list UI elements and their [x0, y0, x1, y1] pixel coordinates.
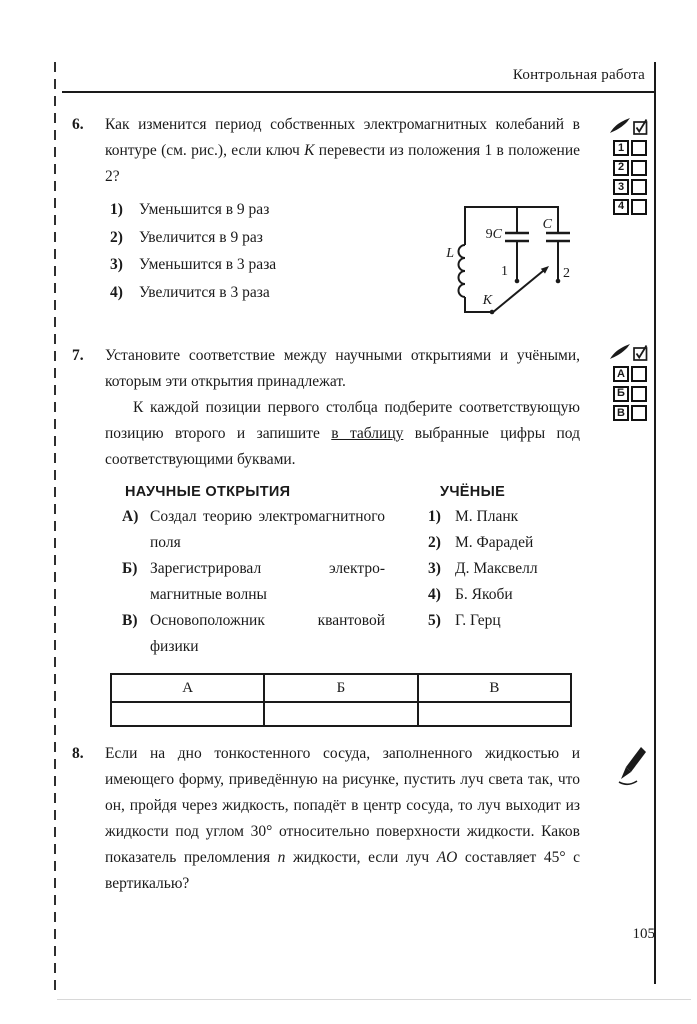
answer-row-v	[613, 405, 657, 421]
header-rule	[62, 91, 656, 93]
capacitor-9c-coef: 9	[485, 227, 493, 242]
discovery-item-a	[122, 504, 385, 556]
scientists-column-header: УЧЁНЫЕ	[440, 484, 506, 500]
option-1-text: Уменьшится в 9 раз	[139, 201, 270, 218]
question-8	[72, 741, 580, 897]
answer-row-4	[613, 199, 657, 215]
question-6-answer-marks	[613, 118, 657, 218]
discovery-a-text: Создал теорию электромагнитного поля	[150, 508, 385, 551]
option-1-number: 1)	[110, 201, 123, 218]
instruction-post: выбранные цифры под соответствующими буквами.	[105, 425, 580, 468]
scientist-item-4	[428, 582, 538, 608]
answer-table-header-b: Б	[264, 674, 417, 702]
answer-row-3	[613, 179, 657, 195]
inductor-coil	[459, 245, 466, 297]
answer-label-box-4: 4	[613, 199, 629, 215]
answer-table-header-row	[111, 674, 571, 702]
scientist-2-number: 2)	[428, 534, 441, 551]
scientist-4-number: 4)	[428, 586, 441, 603]
switch-label: К	[482, 293, 492, 308]
scientist-5-name: Г. Герц	[455, 612, 501, 629]
scientist-item-5	[428, 608, 538, 634]
contact-point-2	[556, 279, 561, 284]
question-8-margin-mark	[616, 746, 648, 793]
question-7-intro: Установите соответствие между научными открытиями и учёными, которым эти открытия принадлежат.	[105, 347, 580, 390]
q8-text-b: жидкости, если луч	[285, 849, 437, 866]
discovery-v-letter: В)	[122, 612, 138, 629]
scientist-3-name: Д. Максвелл	[455, 560, 538, 577]
discoveries-column-header: НАУЧНЫЕ ОТКРЫТИЯ	[125, 484, 291, 500]
scientist-2-name: М. Фарадей	[455, 534, 534, 551]
scientist-4-name: Б. Якоби	[455, 586, 513, 603]
checked-checkbox-icon	[633, 344, 648, 361]
answer-table-cell-b[interactable]	[264, 702, 417, 726]
scientist-3-number: 3)	[428, 560, 441, 577]
capacitor-9c-symbol: C	[492, 227, 502, 242]
answer-table-cell-v[interactable]	[418, 702, 571, 726]
answer-label-box-b: Б	[613, 386, 629, 402]
option-3-text: Уменьшится в 3 раза	[139, 256, 277, 273]
question-7	[72, 343, 580, 727]
instruction-underlined: в таблицу	[331, 425, 404, 442]
discovery-item-b	[122, 556, 385, 608]
answer-table-header-v: В	[418, 674, 571, 702]
discovery-b-text: Зарегистрировал электромагнитные волны	[150, 560, 385, 603]
answer-input-box-3[interactable]	[631, 179, 647, 195]
contact-point-1	[515, 279, 520, 284]
question-7-instruction	[105, 395, 580, 473]
left-crop-dashed-line	[54, 62, 56, 995]
running-header: Контрольная работа	[512, 67, 645, 83]
pen-icon	[609, 118, 631, 134]
option-2-number: 2)	[110, 228, 123, 246]
q8-text-a: Если на дно тонкостенного сосуда, заполненного жидкостью и имеющего форму, приведённую на рисунке, пустить луч света так, что он, пройдя через жидкость, попадёт в центр сосуда, то луч выходит из жидкости под углом 30° относительно поверхности жидкости. Каков показатель преломления	[105, 745, 580, 866]
refraction-index-symbol: n	[277, 849, 286, 866]
position-2-label: 2	[563, 266, 570, 281]
lc-circuit-figure	[440, 200, 590, 328]
page-number: 105	[632, 926, 655, 942]
scientist-5-number: 5)	[428, 612, 441, 629]
discovery-v-text: Основоположник квантовой физики	[150, 612, 385, 655]
q8-text-c: составляет 45° с вертикалью?	[105, 849, 580, 892]
answer-input-box-a[interactable]	[631, 366, 647, 382]
answer-input-box-4[interactable]	[631, 199, 647, 215]
bottom-scan-line	[57, 999, 691, 1000]
question-7-answer-marks	[613, 344, 657, 425]
question-7-number: 7.	[72, 347, 84, 364]
scientist-item-2	[428, 530, 538, 556]
checked-checkbox-icon	[633, 118, 648, 135]
fountain-pen-icon	[616, 746, 648, 788]
scientist-item-1	[428, 504, 538, 530]
question-6-text	[105, 112, 580, 190]
answer-label-box-1: 1	[613, 140, 629, 156]
position-1-label: 1	[501, 264, 508, 279]
answer-input-box-2[interactable]	[631, 160, 647, 176]
instruction-pre: К каждой позиции первого столбца подберите соответствующую позицию второго и запишите	[105, 399, 580, 442]
answer-label-box-v: В	[613, 405, 629, 421]
answer-row-b	[613, 386, 657, 402]
answer-table-header-a: А	[111, 674, 264, 702]
question-6-text-post: перевести из положения 1 в положение 2?	[105, 142, 580, 185]
scientist-item-3	[428, 556, 538, 582]
answer-input-box-1[interactable]	[631, 140, 647, 156]
answer-table	[110, 673, 572, 727]
question-7-text	[105, 343, 580, 473]
self-check-mark-q7	[609, 344, 657, 363]
scientist-1-name: М. Планк	[455, 508, 519, 525]
question-8-number: 8.	[72, 745, 84, 762]
capacitor-9c-label	[486, 227, 503, 242]
answer-input-box-b[interactable]	[631, 386, 647, 402]
answer-label-box-a: А	[613, 366, 629, 382]
answer-row-a	[613, 366, 657, 382]
answer-table-input-row	[111, 702, 571, 726]
discovery-b-letter: Б)	[122, 560, 138, 577]
discovery-item-v	[122, 608, 385, 660]
scientist-1-number: 1)	[428, 508, 441, 525]
option-2-text: Увеличится в 9 раз	[139, 228, 263, 246]
answer-label-box-2: 2	[613, 160, 629, 176]
question-6-text-pre: Как изменится период собственных электромагнитных колебаний в контуре (см. рис.), если ключ	[105, 116, 580, 159]
scientists-column	[428, 504, 538, 634]
ray-ao-symbol: AO	[436, 849, 458, 866]
answer-table-cell-a[interactable]	[111, 702, 264, 726]
answer-input-box-v[interactable]	[631, 405, 647, 421]
discoveries-column	[122, 504, 385, 660]
capacitor-c-label: C	[542, 217, 552, 232]
option-4-text: Увеличится в 3 раза	[139, 283, 270, 301]
pen-icon	[609, 344, 631, 360]
option-3-number: 3)	[110, 256, 123, 273]
question-8-text	[105, 741, 580, 897]
answer-row-2	[613, 160, 657, 176]
switch-key-symbol: К	[304, 142, 315, 159]
option-4-number: 4)	[110, 283, 123, 301]
question-6-number: 6.	[72, 116, 84, 133]
answer-row-1	[613, 140, 657, 156]
answer-label-box-3: 3	[613, 179, 629, 195]
discovery-a-letter: А)	[122, 508, 139, 525]
inductor-label: L	[446, 246, 454, 261]
self-check-mark-q6	[609, 118, 657, 137]
